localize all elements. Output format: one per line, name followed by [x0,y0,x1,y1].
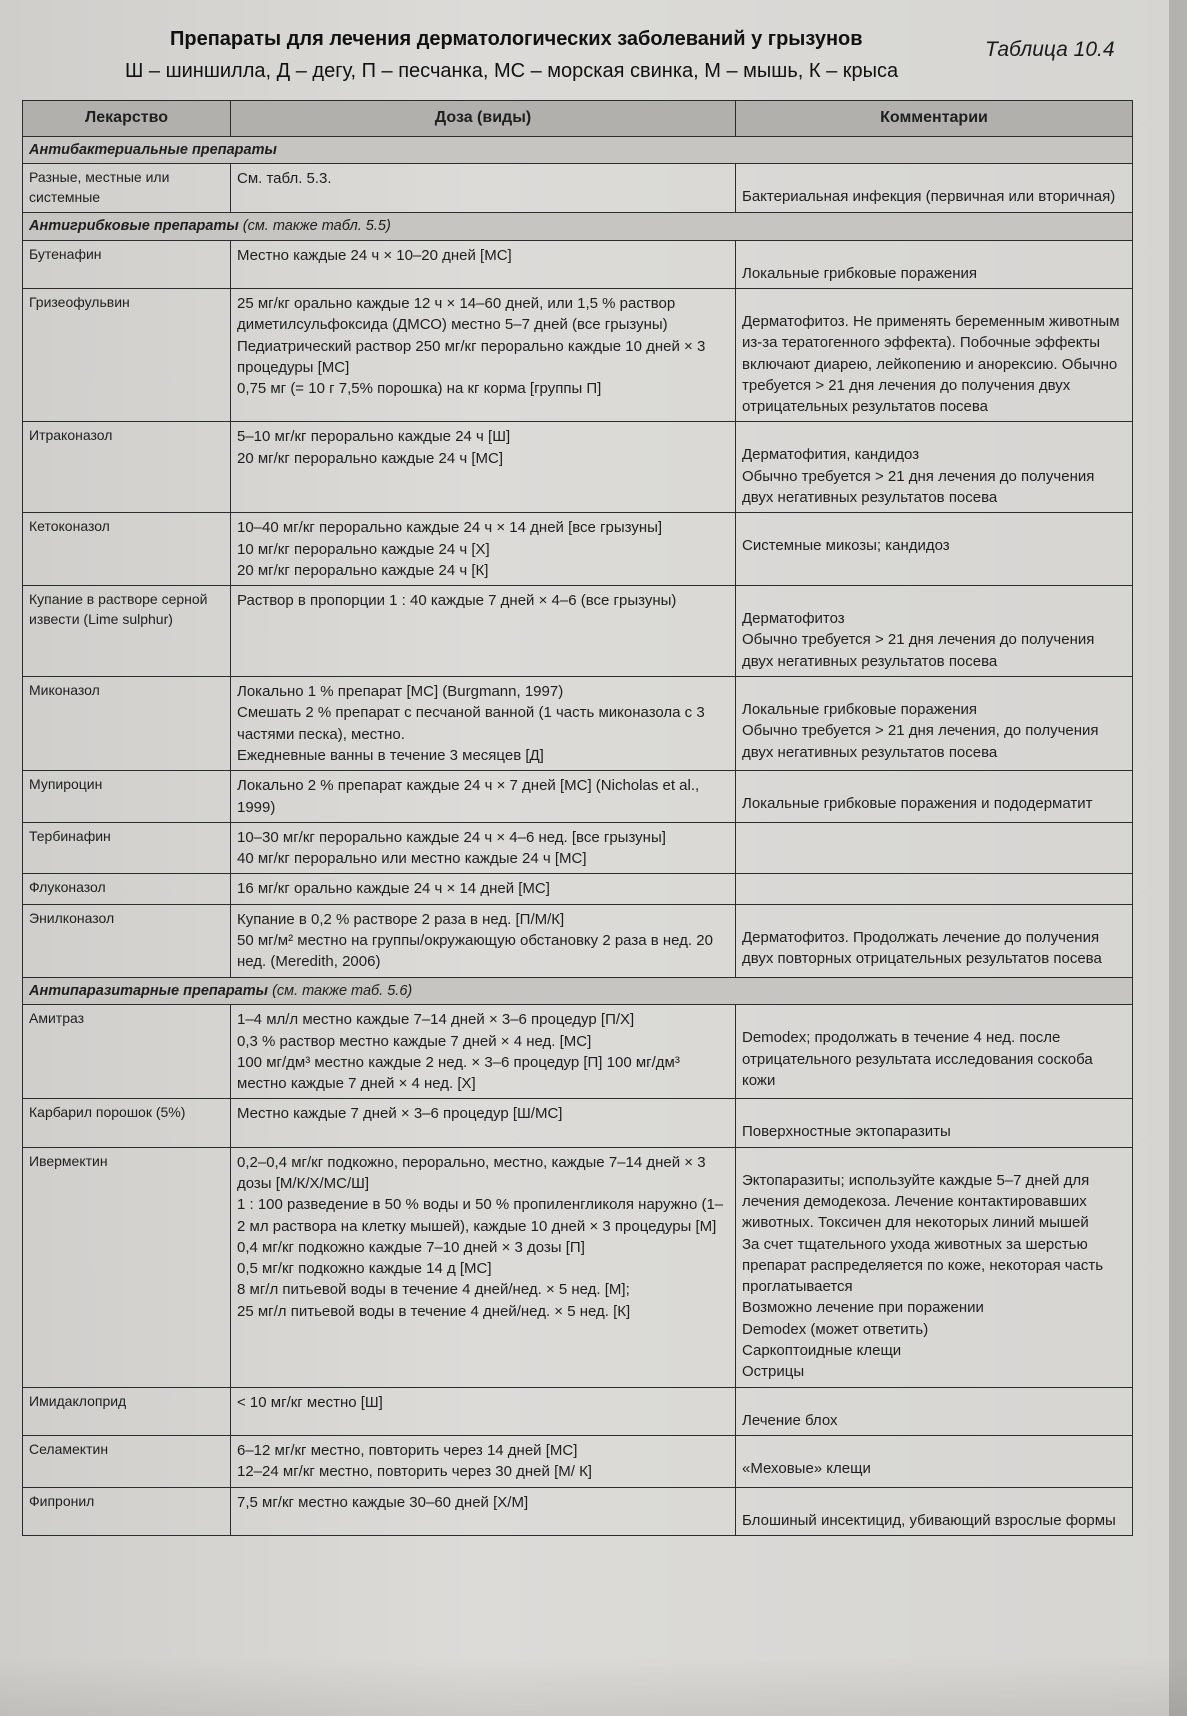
dose-line: Педиатрический раствор 250 мг/кг перорально каждые 10 дней × 3 процедуры [МС] [237,337,706,376]
comment-line: Дерматофитоз. Продолжать лечение до получения двух повторных отрицательных результатов посева [742,928,1102,968]
table-row [23,422,1133,513]
comment-line: Локальные грибковые поражения [742,701,977,719]
table-row [23,1147,1133,1387]
comment-cell [736,513,1133,586]
comment-line: Обычно требуется > 21 дня лечения до получения двух негативных результатов посева [742,631,1095,670]
dose-line: 8 мг/л питьевой воды в течение 4 дней/нед. × 5 нед. [М]; [237,1281,630,1299]
dose-cell [231,240,736,288]
drug-name-cell: Селамектин [23,1435,231,1487]
dose-line: См. табл. 5.3. [237,170,332,188]
section-note: (см. также таб. 5.6) [272,982,413,999]
dose-line: 0,3 % раствор местно каждые 7 дней × 4 нед. [МС] [237,1032,592,1050]
dose-line: 100 мг/дм³ местно каждые 2 нед. × 3–6 процедур [П] 100 мг/дм³ местно каждые 7 дней × 4 нед. [Х] [237,1053,680,1093]
comment-cell [736,1487,1133,1535]
dose-line: 7,5 мг/кг местно каждые 30–60 дней [Х/М] [237,1493,529,1511]
section-header [23,213,1133,241]
dose-line: 0,2–0,4 мг/кг подкожно, перорально, местно, каждые 7–14 дней × 3 дозы [М/К/Х/МС/Ш] [237,1153,706,1192]
comment-cell [736,1099,1133,1147]
dose-line: 5–10 мг/кг перорально каждые 24 ч [Ш] [237,428,511,446]
section-note: (см. также табл. 5.5) [242,218,391,235]
comment-line: Дерматофития, кандидоз [742,446,920,464]
table-row [23,1387,1133,1435]
comment-line: «Меховые» клещи [742,1459,871,1477]
header-row [23,101,1133,137]
comment-line: Возможно лечение при поражении [742,1299,984,1317]
table-row [23,771,1133,823]
section-row [23,977,1133,1005]
table-row [23,513,1133,586]
table-row [23,164,1133,213]
drug-table [22,100,1133,1536]
dose-line: Раствор в пропорции 1 : 40 каждые 7 дней × 4–6 (все грызуны) [237,592,677,610]
dose-line: Купание в 0,2 % растворе 2 раза в нед. [П/М/К] [237,910,565,928]
dose-line: Локально 2 % препарат каждые 24 ч × 7 дней [МС] (Nicholas et al., 1999) [237,777,700,816]
dose-line: 20 мг/кг перорально каждые 24 ч [К] [237,561,489,579]
dose-cell [231,513,736,586]
dose-cell [231,1099,736,1147]
section-header [23,136,1133,164]
dose-cell [231,1005,736,1099]
drug-name-cell: Кетоконазол [23,513,231,586]
drug-name-cell: Тербинафин [23,822,231,874]
comment-line: Demodex (может ответить) [742,1320,929,1338]
comment-cell [736,677,1133,771]
comment-cell [736,874,1133,904]
dose-line: 1–4 мл/л местно каждые 7–14 дней × 3–6 процедур [П/Х] [237,1011,635,1029]
comment-line: Локальные грибковые поражения [742,264,977,282]
comment-cell [736,1435,1133,1487]
dose-line: 16 мг/кг орально каждые 24 ч × 14 дней [МС] [237,880,550,898]
dose-cell [231,1435,736,1487]
comment-line: Бактериальная инфекция (первичная или вторичная) [742,188,1116,206]
dose-line: 6–12 мг/кг местно, повторить через 14 дней [МС] [237,1441,578,1459]
section-title: Антипаразитарные препараты [29,982,269,999]
drug-name-cell: Разные, местные или системные [23,164,231,213]
table-row [23,1005,1133,1099]
table-body [23,136,1133,1535]
table-row [23,904,1133,977]
comment-line: Лечение блох [742,1411,838,1429]
dose-line: 40 мг/кг перорально или местно каждые 24 ч [МС] [237,850,587,868]
drug-name-cell: Мупироцин [23,771,231,823]
drug-name-cell: Итраконазол [23,422,231,513]
drug-name-cell: Имидаклоприд [23,1387,231,1435]
dose-line: 0,4 мг/кг подкожно каждые 7–10 дней × 3 дозы [П] [237,1238,585,1256]
comment-cell [736,1005,1133,1099]
table-row [23,1487,1133,1535]
dose-cell [231,1387,736,1435]
dose-cell [231,904,736,977]
section-header [23,977,1133,1005]
drug-name-cell: Амитраз [23,1005,231,1099]
drug-name-cell: Миконазол [23,677,231,771]
comment-cell [736,904,1133,977]
dose-line: 25 мг/кг орально каждые 12 ч × 14–60 дней, или 1,5 % раствор диметилсульфоксида (ДМСО) местно 5–7 дней (все грызуны) [237,294,676,334]
table-row [23,240,1133,288]
dose-cell [231,586,736,677]
drug-name-cell: Энилконазол [23,904,231,977]
comment-cell [736,240,1133,288]
dose-line: 0,5 мг/кг подкожно каждые 14 д [МС] [237,1260,492,1278]
comment-line: Саркоптоидные клещи [742,1342,902,1360]
column-header-drug: Лекарство [23,101,231,137]
dose-line: 20 мг/кг перорально каждые 24 ч [МС] [237,449,504,467]
drug-name-cell: Фипронил [23,1487,231,1535]
table-row [23,677,1133,771]
dose-line: Местно каждые 24 ч × 10–20 дней [МС] [237,246,512,264]
comment-line: Системные микозы; кандидоз [742,537,950,555]
dose-line: 10 мг/кг перорально каждые 24 ч [Х] [237,540,490,558]
page-shadow [0,1656,1187,1716]
dose-line: Локально 1 % препарат [МС] (Burgmann, 1997) [237,683,564,701]
species-legend: Ш – шиншилла, Д – дегу, П – песчанка, МС – морская свинка, М – мышь, К – крыса [125,60,899,82]
drug-name-cell: Ивермектин [23,1147,231,1387]
dose-line: 0,75 мг (= 10 г 7,5% порошка) на кг корма [группы П] [237,380,602,398]
section-row [23,213,1133,241]
page-edge [1169,0,1187,1716]
comment-line: Дерматофитоз [742,610,845,628]
drug-name-cell: Купание в растворе серной извести (Lime sulphur) [23,586,231,677]
dose-cell [231,822,736,874]
comment-cell [736,422,1133,513]
dose-line: 10–40 мг/кг перорально каждые 24 ч × 14 дней [все грызуны] [237,519,663,537]
comment-line: Дерматофитоз. Не применять беременным животным из-за тератогенного эффекта). Побочные эффекты включают диарею, лейкопению и анорексию. Обычно требуется > 21 дня лечения до получения двух отрицательных результатов посева [742,312,1120,416]
comment-line: Demodex; продолжать в течение 4 нед. после отрицательного результата исследования соскоба кожи [742,1029,1093,1089]
dose-cell [231,677,736,771]
comment-cell [736,288,1133,421]
section-row [23,136,1133,164]
comment-line: Блошиный инсектицид, убивающий взрослые формы [742,1511,1116,1529]
dose-line: 10–30 мг/кг перорально каждые 24 ч × 4–6 нед. [все грызуны] [237,828,666,846]
comment-cell [736,771,1133,823]
comment-line: Локальные грибковые поражения и пододерматит [742,795,1093,813]
column-header-dose: Доза (виды) [231,101,736,137]
dose-cell [231,771,736,823]
table-title: Препараты для лечения дерматологических заболеваний у грызунов [170,28,863,50]
drug-name-cell: Карбарил порошок (5%) [23,1099,231,1147]
comment-cell [736,822,1133,874]
dose-cell [231,1147,736,1387]
section-title: Антибактериальные препараты [29,141,277,158]
comment-line: За счет тщательного ухода животных за шерстью препарат распределяется по коже, некоторая часть проглатывается [742,1235,1104,1296]
comment-cell [736,586,1133,677]
dose-cell [231,1487,736,1535]
table-row [23,874,1133,904]
comment-cell [736,1387,1133,1435]
comment-line: Обычно требуется > 21 дня лечения до получения двух негативных результатов посева [742,467,1095,506]
drug-name-cell: Гризеофульвин [23,288,231,421]
dose-cell [231,874,736,904]
dose-line: 1 : 100 разведение в 50 % воды и 50 % пропиленгликоля наружно (1–2 мл раствора на клетку мышей), каждые 10 дней × 3 процедуры [М] [237,1196,724,1235]
comment-line: Поверхностные эктопаразиты [742,1123,951,1141]
table-row [23,288,1133,421]
dose-line: 25 мг/л питьевой воды в течение 4 дней/нед. × 5 нед. [К] [237,1302,631,1320]
column-header-comment: Комментарии [736,101,1133,137]
dose-line: 50 мг/м² местно на группы/окружающую обстановку 2 раза в нед. 20 нед. (Meredith, 2006) [237,932,713,971]
dose-line: < 10 мг/кг местно [Ш] [237,1393,383,1411]
dose-line: Смешать 2 % препарат с песчаной ванной (1 часть миконазола с 3 частями песка), местно. [237,704,705,743]
comment-line: Обычно требуется > 21 дня лечения, до получения двух негативных результатов посева [742,722,1099,761]
table-row [23,1099,1133,1147]
table-number: Таблица 10.4 [985,38,1115,61]
drug-name-cell: Бутенафин [23,240,231,288]
dose-cell [231,422,736,513]
comment-line: Эктопаразиты; используйте каждые 5–7 дней для лечения демодекоза. Лечение контактировавших животных. Токсичен для некоторых линий мышей [742,1171,1090,1232]
dose-cell [231,164,736,213]
dose-line: Местно каждые 7 дней × 3–6 процедур [Ш/МС] [237,1105,563,1123]
section-title: Антигрибковые препараты [29,218,239,235]
drug-name-cell: Флуконазол [23,874,231,904]
table-row [23,1435,1133,1487]
table-row [23,822,1133,874]
table-row [23,586,1133,677]
dose-line: Ежедневные ванны в течение 3 месяцев [Д] [237,746,544,764]
comment-line: Острицы [742,1363,805,1381]
dose-line: 12–24 мг/кг местно, повторить через 30 дней [М/ К] [237,1463,592,1481]
dose-cell [231,288,736,421]
comment-cell [736,1147,1133,1387]
comment-cell [736,164,1133,213]
